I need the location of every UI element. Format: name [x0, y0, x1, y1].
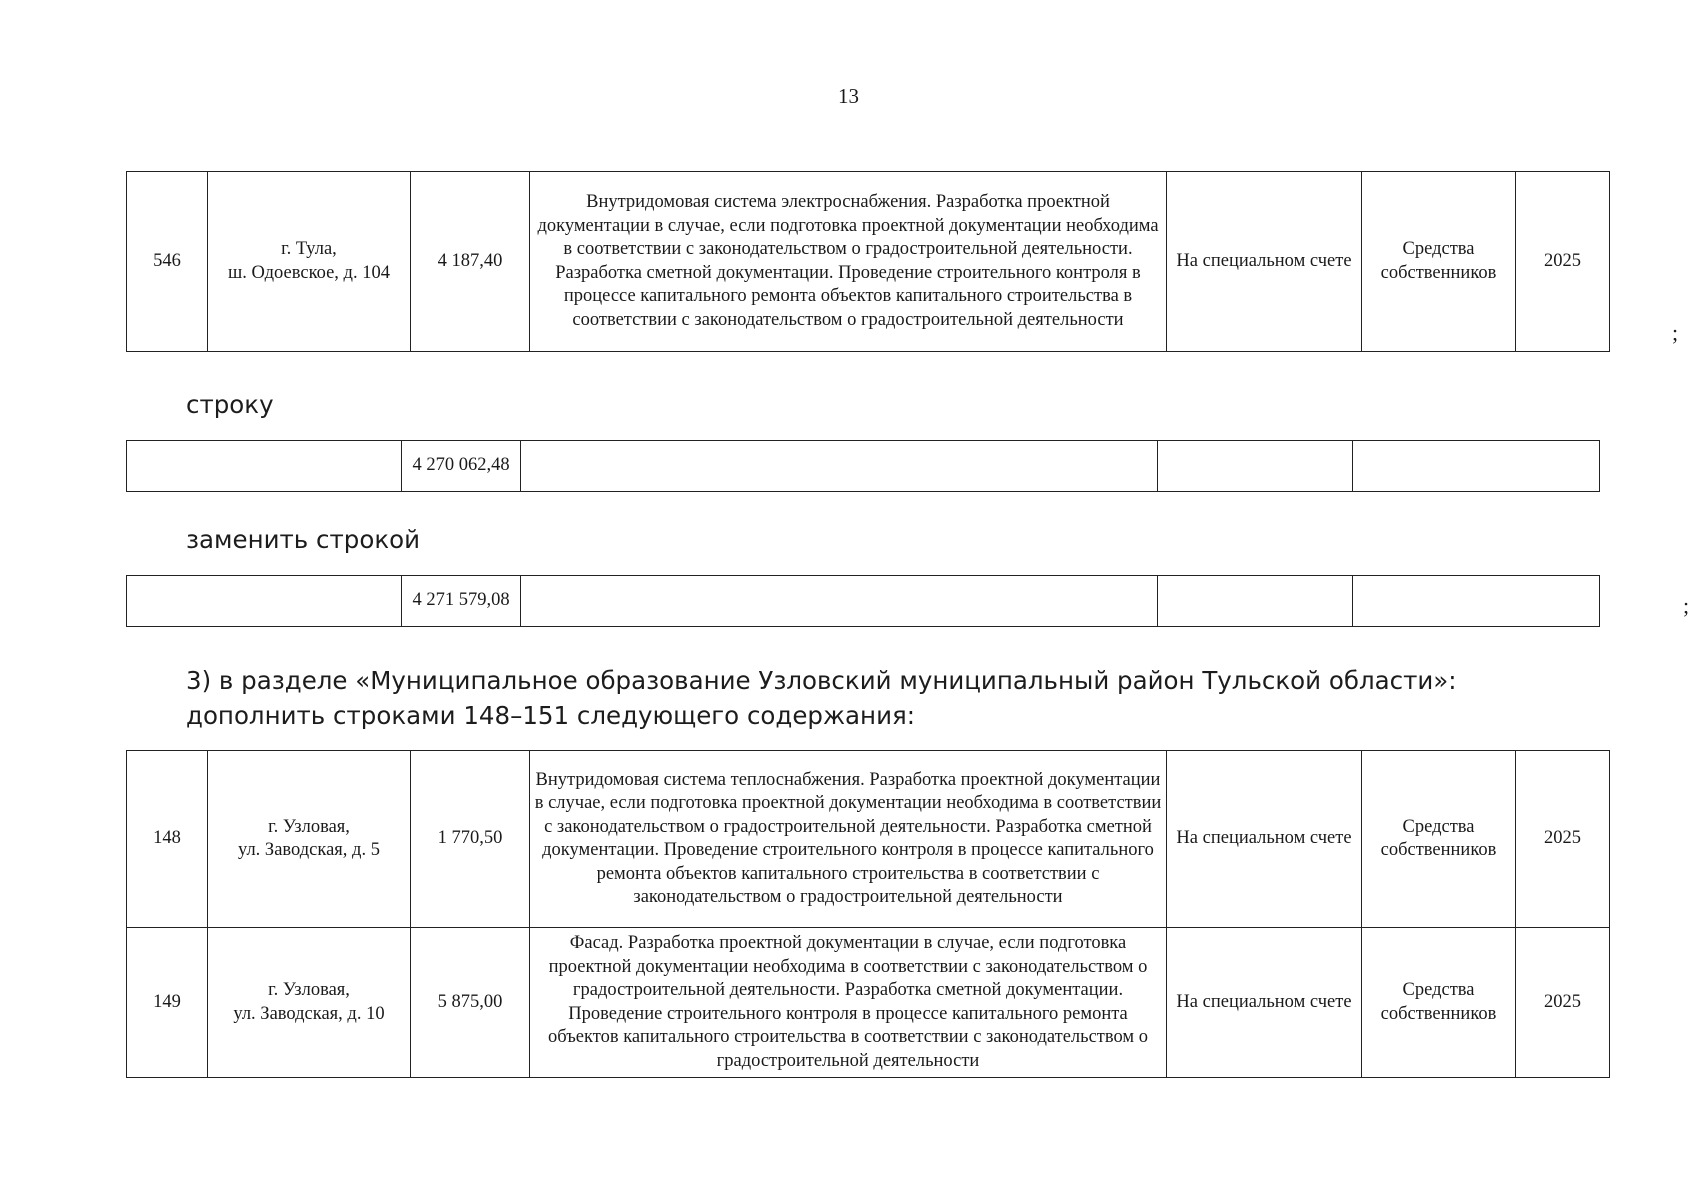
account-type: На специальном счете [1167, 172, 1362, 352]
address-cell [208, 751, 411, 928]
amount-cell: 1 770,50 [411, 751, 530, 928]
empty-cell [1158, 576, 1353, 627]
empty-cell [521, 576, 1158, 627]
empty-cell [1353, 576, 1600, 627]
table-row [127, 928, 1610, 1078]
funding-source: Средства собственников [1362, 928, 1516, 1078]
year-cell: 2025 [1516, 172, 1610, 352]
text-replace-label: заменить строкой [186, 525, 421, 554]
address-cell [208, 172, 411, 352]
table-row-546 [126, 171, 1610, 352]
empty-cell [127, 441, 402, 492]
work-description: Фасад. Разработка проектной документации в случае, если подготовка проектной документации необходима в соответствии с законодательством о градостроительной деятельности. Разработка сметной документации. Проведение строительного контроля в процессе капитального ремонта объектов капитального строительства в соответствии с законодательством о градостроительной деятельности [530, 928, 1167, 1078]
page-number: 13 [838, 84, 859, 108]
account-type: На специальном счете [1167, 928, 1362, 1078]
total-amount-new: 4 271 579,08 [402, 576, 521, 627]
total-row-old [126, 440, 1600, 492]
section-line-2: дополнить строками 148–151 следующего содержания: [186, 701, 915, 730]
row-number: 148 [127, 751, 208, 928]
empty-cell [127, 576, 402, 627]
empty-cell [1158, 441, 1353, 492]
address-street: ул. Заводская, д. 10 [233, 1003, 385, 1024]
address-city: г. Узловая, [268, 980, 350, 1000]
amount-cell: 5 875,00 [411, 928, 530, 1078]
row-number: 149 [127, 928, 208, 1078]
table-row [127, 172, 1610, 352]
section-heading [186, 663, 1457, 733]
table-row [127, 576, 1600, 627]
funding-source: Средства собственников [1362, 172, 1516, 352]
work-description: Внутридомовая система теплоснабжения. Разработка проектной документации в случае, если подготовка проектной документации необходима в соответствии с законодательством о градостроительной деятельности. Разработка сметной документации. Проведение строительного контроля в процессе капитального ремонта объектов капитального строительства в соответствии с законодательством о градостроительной деятельности [530, 751, 1167, 928]
section-line-1: 3) в разделе «Муниципальное образование Узловский муниципальный район Тульской области»: [186, 666, 1457, 695]
account-type: На специальном счете [1167, 751, 1362, 928]
amount-cell: 4 187,40 [411, 172, 530, 352]
funding-source: Средства собственников [1362, 751, 1516, 928]
table-row [127, 441, 1600, 492]
address-cell [208, 928, 411, 1078]
total-amount-old: 4 270 062,48 [402, 441, 521, 492]
year-cell: 2025 [1516, 928, 1610, 1078]
table-row [127, 751, 1610, 928]
address-street: ул. Заводская, д. 5 [238, 840, 380, 860]
year-cell: 2025 [1516, 751, 1610, 928]
text-row-label: строку [186, 390, 274, 419]
new-rows-table [126, 750, 1610, 1078]
address-city: г. Узловая, [268, 816, 350, 837]
semicolon-mark: ; [1672, 320, 1679, 345]
address-city: г. Тула, [281, 239, 337, 259]
total-row-new [126, 575, 1600, 627]
work-description: Внутридомовая система электроснабжения. Разработка проектной документации в случае, если подготовка проектной документации необходима в соответствии с законодательством о градостроительной деятельности. Разработка сметной документации. Проведение строительного контроля в процессе капитального ремонта объектов капитального строительства в соответствии с законодательством о градостроительной деятельности [530, 172, 1167, 352]
row-number: 546 [127, 172, 208, 352]
empty-cell [521, 441, 1158, 492]
semicolon-mark: ; [1683, 593, 1690, 618]
empty-cell [1353, 441, 1600, 492]
address-street: ш. Одоевское, д. 104 [228, 262, 390, 283]
